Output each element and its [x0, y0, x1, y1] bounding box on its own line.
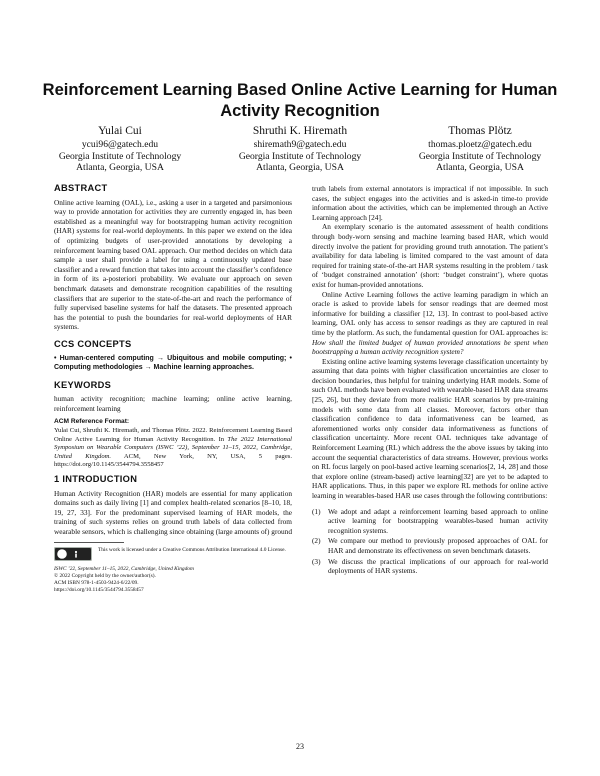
paragraph-text: Online Active Learning follows the active learning paradigm in which an oracle is asked to provide labels for sensor readings that are deemed most informative for building a classifier [12, 13]. In contrast to pool-based active learning, OAL only has access to sensor readings as they are captured in real time by the platform. As such, the fundamental question for OAL approaches is:	[312, 289, 548, 337]
list-text: We discuss the practical implications of our approach for real-world deployments of HAR systems.	[328, 556, 548, 576]
reference-venue: The 2022 International Symposium on Wearable Computers (ISWC ’22), September 11–15, 2022, Cambridge, United Kingdom.	[54, 435, 292, 460]
keywords-text: human activity recognition; machine learning; online active learning, reinforcement learning	[54, 394, 292, 413]
footnote-rule	[54, 542, 124, 543]
paragraph: An exemplary scenario is the automated assessment of health conditions through body-worn sensing and machine learning based HAR, which would directly involve the patient for providing ground truth annotation. The patient’s availability for data labeling is limited compared to the vast amount of data required for training state-of-the-art HAR systems resulting in the problem / task of ‘budget constrained annotation’ (short: ‘budget constraint’), where quotas exist for human-provided annotations.	[312, 222, 548, 289]
abstract-heading: ABSTRACT	[54, 183, 108, 193]
ccs-heading: CCS CONCEPTS	[54, 338, 132, 349]
author-name: Shruthi K. Hiremath	[252, 125, 348, 137]
license-footer	[54, 566, 292, 594]
author-name: Thomas Plötz	[448, 125, 512, 137]
author-name: Yulai Cui	[98, 125, 142, 137]
author-affiliation: Georgia Institute of Technology	[418, 150, 542, 162]
paragraph	[312, 290, 548, 357]
conference-line: ISWC ’22, September 11–15, 2022, Cambridge, United Kingdom	[54, 565, 194, 572]
isbn-line: ACM ISBN 978-1-4503-9424-6/22/09.	[54, 579, 139, 586]
author-3	[390, 124, 570, 174]
license-text: This work is licensed under a Creative Commons Attribution International 4.0 License.	[98, 546, 286, 553]
paper-title: Reinforcement Learning Based Online Active Learning for Human Activity Recognition	[42, 81, 558, 120]
list-number: (3)	[312, 556, 321, 566]
ccs-text: • Human-centered computing → Ubiquitous and mobile computing; • Computing methodologies → Machine learning approaches.	[54, 354, 292, 372]
list-item	[312, 507, 548, 536]
acm-reference	[54, 418, 292, 470]
paragraph: truth labels from external annotators is impractical if not impossible. In such cases, the subject engages into the activities and is asked-in time-to provide information about the activities, which can be implemented through an Active Learning approach [24].	[312, 184, 548, 222]
abstract-text: Online active learning (OAL), i.e., asking a user in a targeted and parsimonious way to provide annotation for activities they are currently engaged in, has been established as a meaningful way for bootstrapping human activity recognition (HAR) systems for real-world deployments. In this paper we extend on the idea of optimizing budgets of user-provided annotations by developing a reinforcement learning based OAL approach. Our method decides on which data sample a user shall provide a label for using a continuously updated base classifier and a reward function that takes into account the classifier’s confidence in form of its a-posteriori probability. We evaluate our approach on seven benchmark datasets and demonstrate recognition capabilities of the resulting classifiers that are superior to the state-of-the-art and reach the performance of fully supervised baseline systems for half the datasets. The presented approach has the potential to push the boundaries for real-world deployments of HAR systems.	[54, 197, 292, 332]
list-number: (1)	[312, 506, 321, 516]
right-column	[312, 184, 548, 577]
author-location: Atlanta, Georgia, USA	[436, 162, 524, 174]
author-affiliation: Georgia Institute of Technology	[238, 150, 362, 162]
page-number: 23	[296, 742, 304, 751]
list-number: (2)	[312, 536, 321, 546]
reference-authors: Yulai Cui, Shruthi K. Hiremath, and Thomas Plötz. 2022. Reinforcement Learning Based Online Active Learning for Human Activity Recognition. In	[54, 427, 292, 443]
research-question: How shall the limited budget of human provided annotations be spent when bootstrapping a human activity recognition system?	[312, 337, 548, 357]
list-item	[312, 536, 548, 555]
reference-rest: ACM, New York, NY, USA, 5 pages. https://doi.org/10.1145/3544794.3558457	[54, 452, 292, 469]
author-email: thomas.ploetz@gatech.edu	[428, 139, 532, 150]
list-item	[312, 557, 548, 576]
left-column	[54, 184, 292, 594]
license-block	[54, 547, 292, 561]
copyright-line: © 2022 Copyright held by the owner/author(s).	[54, 572, 156, 579]
contributions-list	[312, 507, 548, 576]
list-text: We adopt and adapt a reinforcement learning based approach to online active learning for bootstrapping wearables-based human activity recognition systems.	[328, 506, 548, 535]
introduction-text: Human Activity Recognition (HAR) models are essential for many application domains such as daily living [1] and complex health-related scenarios [8–10, 18, 19, 27, 33]. For the predominant supervised learning of HAR models, the training of such systems relies on ground truth labels of data collected from wearable sensors, which is challenging since obtaining (large amounts of) ground	[54, 488, 292, 536]
acm-reference-label: ACM Reference Format:	[54, 418, 130, 426]
introduction-heading: 1 INTRODUCTION	[54, 474, 138, 485]
doi-line: https://doi.org/10.1145/3544794.3558457	[54, 586, 144, 593]
author-location: Atlanta, Georgia, USA	[256, 162, 344, 174]
author-email: ycui96@gatech.edu	[81, 139, 159, 150]
author-1	[30, 124, 210, 174]
creative-commons-icon	[54, 547, 92, 561]
author-email: shiremath9@gatech.edu	[253, 139, 347, 150]
paragraph: Existing online active learning systems leverage classification uncertainty by assuming that data points with higher classification uncertainties are closer to decision boundaries, thus helpful for training underlying HAR models. Some of such OAL methods have been evaluated with wearable-based HAR data streams [25, 26], but they deviate from more realistic HAR scenarios by pre-training models with some data from all classes. Moreover, factors other than classification confidence to data informativeness can be learned, as aforementioned works only consider data informativeness as functions of classification uncertainty. More recent OAL techniques take advantage of Reinforcement Learning (RL) which address the the above issues by taking into account the sequential characteristics of data streams. However, previous works on RL focus largely on pool-based active learning scenarios[2, 14, 28] and those that explore online (stream-based) active learning[32] are yet to be adapted to HAR applications. Thus, in this paper we explore RL methods for online active learning in wearables-based HAR use cases through the following contributions:	[312, 356, 548, 500]
author-location: Atlanta, Georgia, USA	[76, 162, 164, 174]
author-2	[210, 124, 390, 174]
keywords-heading: KEYWORDS	[54, 379, 112, 390]
author-affiliation: Georgia Institute of Technology	[58, 150, 182, 162]
list-text: We compare our method to previously proposed approaches of OAL for HAR and demonstrate its effectiveness on seven benchmark datasets.	[328, 536, 548, 555]
